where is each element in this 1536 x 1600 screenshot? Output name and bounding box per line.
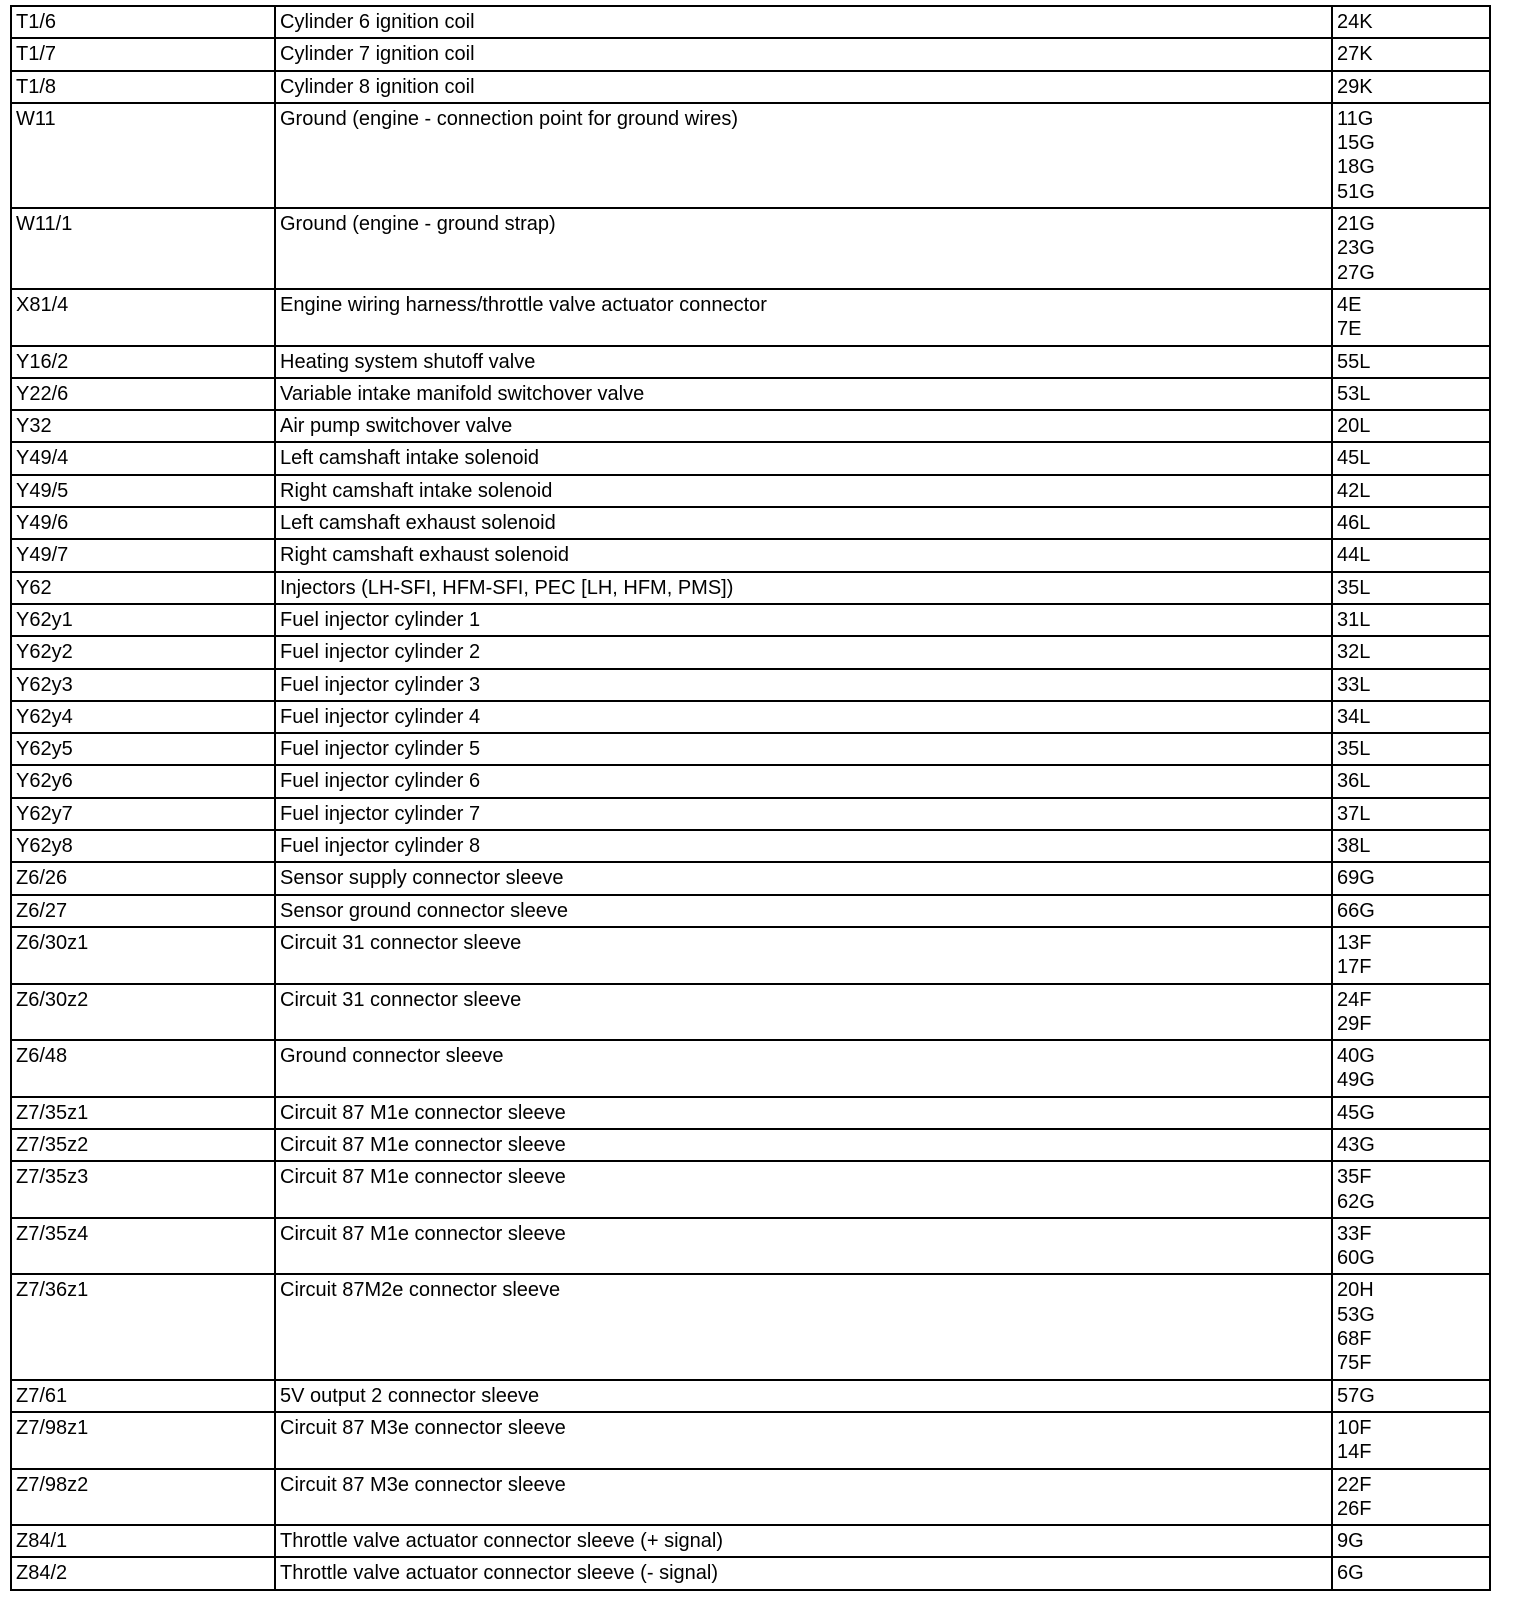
grid-location: 53G [1337,1303,1375,1326]
component-description: Fuel injector cylinder 5 [275,733,1332,765]
component-code: Y62y1 [11,604,275,636]
table-row [11,733,1490,765]
grid-location: 75F [1337,1352,1372,1375]
table-row [11,1129,1490,1161]
component-code: Z84/1 [11,1525,275,1557]
table-row [11,1469,1490,1526]
table-row [11,862,1490,894]
grid-locations [1332,1040,1490,1097]
table-row [11,895,1490,927]
grid-location: 66G [1337,899,1375,922]
component-description: Fuel injector cylinder 4 [275,701,1332,733]
grid-location: 22F [1337,1473,1372,1496]
table-row [11,103,1490,208]
component-code: Y62y4 [11,701,275,733]
component-description: Throttle valve actuator connector sleeve (- signal) [275,1557,1332,1589]
grid-location: 23G [1337,237,1375,260]
grid-location: 53L [1337,382,1371,405]
grid-locations [1332,830,1490,862]
grid-locations [1332,862,1490,894]
component-code: Z7/35z3 [11,1161,275,1218]
component-code: Z84/2 [11,1557,275,1589]
grid-location: 7E [1337,318,1362,341]
grid-location: 11G [1337,107,1374,130]
component-code: Z7/98z1 [11,1412,275,1469]
grid-location: 6G [1337,1562,1364,1585]
component-code: Y62y3 [11,669,275,701]
grid-locations [1332,895,1490,927]
grid-locations [1332,346,1490,378]
grid-location: 27G [1337,261,1375,284]
grid-locations [1332,539,1490,571]
grid-location: 24K [1337,11,1373,33]
grid-locations [1332,6,1490,38]
table-row [11,38,1490,70]
grid-locations [1332,984,1490,1041]
grid-location: 29K [1337,75,1373,98]
table-row [11,1218,1490,1275]
component-description: 5V output 2 connector sleeve [275,1380,1332,1412]
grid-location: 33F [1337,1222,1372,1245]
table-row [11,1097,1490,1129]
component-description: Variable intake manifold switchover valve [275,378,1332,410]
grid-locations [1332,701,1490,733]
grid-location: 35L [1337,576,1371,599]
table-row [11,208,1490,289]
grid-locations [1332,798,1490,830]
component-code: W11 [11,103,275,208]
component-description: Fuel injector cylinder 1 [275,604,1332,636]
grid-location: 21G [1337,213,1375,236]
grid-location: 40G [1337,1045,1375,1068]
grid-locations [1332,1525,1490,1557]
component-code: Z7/98z2 [11,1469,275,1526]
component-code: Z7/35z4 [11,1218,275,1275]
component-code: T1/6 [11,6,275,38]
table-row [11,1040,1490,1097]
grid-location: 32L [1337,641,1371,664]
component-description: Cylinder 7 ignition coil [275,38,1332,70]
component-code: Y49/4 [11,442,275,474]
table-row [11,442,1490,474]
grid-locations [1332,38,1490,70]
component-code: Z6/27 [11,895,275,927]
grid-locations [1332,1380,1490,1412]
grid-location: 17F [1337,956,1372,979]
table-row [11,539,1490,571]
component-description: Circuit 87 M1e connector sleeve [275,1161,1332,1218]
component-description: Left camshaft exhaust solenoid [275,507,1332,539]
component-description: Fuel injector cylinder 2 [275,636,1332,668]
table-row [11,636,1490,668]
component-code: Z6/48 [11,1040,275,1097]
component-code: Z7/35z2 [11,1129,275,1161]
grid-locations [1332,103,1490,208]
grid-locations [1332,1161,1490,1218]
component-code: Z6/26 [11,862,275,894]
component-description: Right camshaft exhaust solenoid [275,539,1332,571]
grid-locations [1332,636,1490,668]
grid-location: 4E [1337,293,1362,316]
table-row [11,1274,1490,1379]
component-description: Cylinder 8 ignition coil [275,71,1332,103]
component-description: Fuel injector cylinder 3 [275,669,1332,701]
grid-locations [1332,289,1490,346]
component-code: W11/1 [11,208,275,289]
grid-location: 45L [1337,447,1371,470]
grid-location: 46L [1337,512,1371,535]
component-description: Cylinder 6 ignition coil [275,6,1332,38]
component-description: Sensor supply connector sleeve [275,862,1332,894]
component-code: Z7/61 [11,1380,275,1412]
component-code: Y62y6 [11,765,275,797]
grid-locations [1332,1412,1490,1469]
table-row [11,927,1490,984]
grid-locations [1332,378,1490,410]
grid-locations [1332,765,1490,797]
component-description: Circuit 87 M1e connector sleeve [275,1129,1332,1161]
grid-location: 27K [1337,43,1373,66]
component-description: Circuit 31 connector sleeve [275,984,1332,1041]
component-description: Circuit 87 M1e connector sleeve [275,1097,1332,1129]
component-description: Ground (engine - ground strap) [275,208,1332,289]
grid-location: 42L [1337,479,1371,502]
table-row [11,604,1490,636]
grid-locations [1332,1469,1490,1526]
component-code: X81/4 [11,289,275,346]
component-description: Throttle valve actuator connector sleeve (+ signal) [275,1525,1332,1557]
grid-location: 38L [1337,835,1371,858]
grid-locations [1332,1097,1490,1129]
table-row [11,798,1490,830]
grid-location: 35L [1337,738,1371,761]
component-code: Y16/2 [11,346,275,378]
table-row [11,1380,1490,1412]
table-row [11,1161,1490,1218]
component-description: Ground connector sleeve [275,1040,1332,1097]
component-location-table [10,5,1491,1591]
grid-location: 13F [1337,931,1372,954]
table-row [11,71,1490,103]
table-row [11,669,1490,701]
grid-location: 10F [1337,1416,1372,1439]
component-code: Y49/7 [11,539,275,571]
component-code: Z7/35z1 [11,1097,275,1129]
table-row [11,6,1490,38]
grid-location: 9G [1337,1530,1364,1553]
component-description: Right camshaft intake solenoid [275,475,1332,507]
component-code: Z7/36z1 [11,1274,275,1379]
table-body [11,6,1490,1590]
component-code: Z6/30z1 [11,927,275,984]
grid-locations [1332,442,1490,474]
grid-location: 33L [1337,673,1371,696]
component-code: Y32 [11,410,275,442]
grid-locations [1332,507,1490,539]
component-code: T1/7 [11,38,275,70]
grid-locations [1332,604,1490,636]
grid-location: 29F [1337,1012,1372,1035]
component-description: Ground (engine - connection point for ground wires) [275,103,1332,208]
component-description: Injectors (LH-SFI, HFM-SFI, PEC [LH, HFM, PMS]) [275,572,1332,604]
grid-locations [1332,71,1490,103]
grid-location: 20L [1337,415,1371,438]
grid-locations [1332,1218,1490,1275]
component-description: Left camshaft intake solenoid [275,442,1332,474]
table-row [11,475,1490,507]
table-row [11,507,1490,539]
grid-locations [1332,1274,1490,1379]
component-description: Air pump switchover valve [275,410,1332,442]
grid-location: 62G [1337,1190,1375,1213]
grid-location: 35F [1337,1166,1372,1189]
grid-location: 55L [1337,350,1371,373]
component-description: Circuit 87 M3e connector sleeve [275,1412,1332,1469]
component-code: Y62 [11,572,275,604]
component-description: Fuel injector cylinder 7 [275,798,1332,830]
grid-location: 31L [1337,608,1371,631]
grid-location: 37L [1337,802,1371,825]
grid-location: 18G [1337,156,1375,179]
grid-location: 26F [1337,1497,1372,1520]
grid-location: 14F [1337,1441,1372,1464]
grid-locations [1332,410,1490,442]
grid-location: 43G [1337,1133,1375,1156]
component-description: Circuit 31 connector sleeve [275,927,1332,984]
grid-location: 45G [1337,1101,1375,1124]
component-code: Z6/30z2 [11,984,275,1041]
component-description: Heating system shutoff valve [275,346,1332,378]
grid-locations [1332,572,1490,604]
component-description: Engine wiring harness/throttle valve actuator connector [275,289,1332,346]
component-description: Circuit 87M2e connector sleeve [275,1274,1332,1379]
table-row [11,410,1490,442]
grid-locations [1332,669,1490,701]
table-row [11,1412,1490,1469]
table-row [11,378,1490,410]
table-row [11,572,1490,604]
grid-location: 15G [1337,132,1375,155]
grid-location: 24F [1337,988,1372,1011]
component-description: Fuel injector cylinder 6 [275,765,1332,797]
grid-locations [1332,1129,1490,1161]
grid-locations [1332,927,1490,984]
table-row [11,346,1490,378]
table-row [11,289,1490,346]
table-row [11,765,1490,797]
grid-location: 60G [1337,1247,1375,1270]
grid-location: 34L [1337,705,1371,728]
grid-location: 44L [1337,544,1371,567]
grid-locations [1332,208,1490,289]
grid-location: 57G [1337,1384,1375,1407]
grid-location: 36L [1337,770,1371,793]
component-description: Fuel injector cylinder 8 [275,830,1332,862]
component-code: Y49/5 [11,475,275,507]
component-description: Sensor ground connector sleeve [275,895,1332,927]
table-row [11,701,1490,733]
grid-location: 68F [1337,1328,1372,1351]
table-row [11,1557,1490,1589]
component-code: Y62y5 [11,733,275,765]
grid-locations [1332,475,1490,507]
grid-locations [1332,1557,1490,1589]
grid-location: 69G [1337,867,1375,890]
component-code: Y62y2 [11,636,275,668]
grid-location: 20H [1337,1279,1374,1302]
table-row [11,984,1490,1041]
component-code: Y62y8 [11,830,275,862]
component-code: T1/8 [11,71,275,103]
component-description: Circuit 87 M3e connector sleeve [275,1469,1332,1526]
grid-location: 49G [1337,1069,1375,1092]
grid-location: 51G [1337,180,1375,203]
grid-locations [1332,733,1490,765]
component-code: Y49/6 [11,507,275,539]
table-row [11,830,1490,862]
component-code: Y22/6 [11,378,275,410]
component-code: Y62y7 [11,798,275,830]
table-row [11,1525,1490,1557]
component-description: Circuit 87 M1e connector sleeve [275,1218,1332,1275]
